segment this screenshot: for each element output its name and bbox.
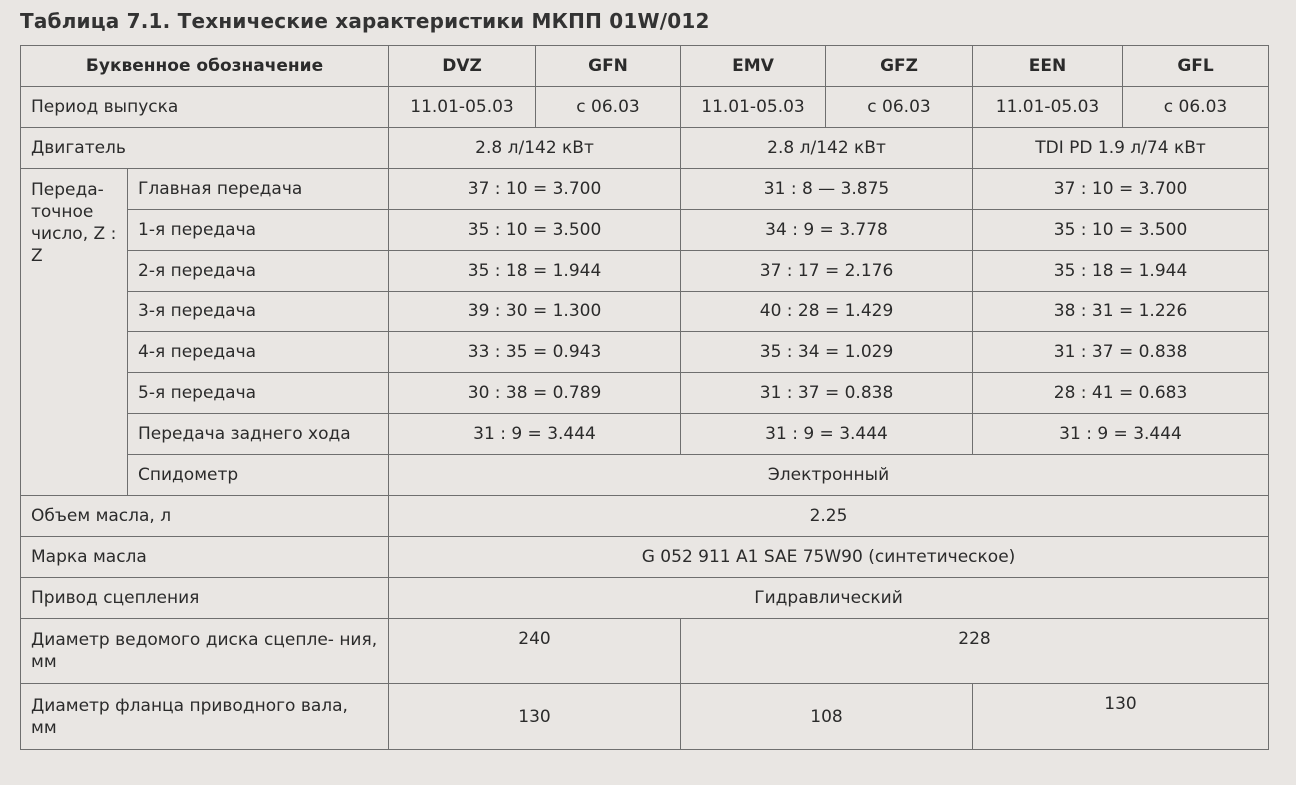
table-cell: 35 : 34 = 1.029 [681,332,973,373]
table-cell: 130 [973,684,1269,750]
code-cell: EMV [681,46,826,87]
table-cell: 108 [681,684,973,750]
row-label: 4-я передача [128,332,389,373]
row-label: 5-я передача [128,373,389,414]
table-cell: с 06.03 [826,86,973,127]
header-label: Буквенное обозначение [21,46,389,87]
table-title: Таблица 7.1. Технические характеристики МКПП 01W/012 [20,9,710,33]
table-cell: 240 [389,618,681,683]
row-label: Период выпуска [21,86,389,127]
table-cell: 33 : 35 = 0.943 [389,332,681,373]
row-label: 1-я передача [128,209,389,250]
code-cell: GFZ [826,46,973,87]
table-cell: 11.01-05.03 [973,86,1123,127]
table-cell: TDI PD 1.9 л/74 кВт [973,127,1269,168]
table-row [21,455,1269,496]
table-cell: 30 : 38 = 0.789 [389,373,681,414]
table-row [21,373,1269,414]
table-cell: 28 : 41 = 0.683 [973,373,1269,414]
gear-group-label: Переда- точное число, Z : Z [21,168,128,495]
table-cell: 31 : 9 = 3.444 [681,414,973,455]
table-cell: 2.25 [389,496,1269,537]
table-row [21,684,1269,750]
table-row [21,168,1269,209]
table-cell: 38 : 31 = 1.226 [973,291,1269,332]
table-row [21,86,1269,127]
table-cell: 39 : 30 = 1.300 [389,291,681,332]
table-cell: 35 : 10 = 3.500 [973,209,1269,250]
table-row [21,209,1269,250]
row-label: Передача заднего хода [128,414,389,455]
table-row [21,127,1269,168]
table-cell: 35 : 18 = 1.944 [389,250,681,291]
row-label: Спидометр [128,455,389,496]
table-cell: 31 : 37 = 0.838 [973,332,1269,373]
code-cell: GFL [1123,46,1269,87]
code-cell: EEN [973,46,1123,87]
table-cell: 31 : 9 = 3.444 [973,414,1269,455]
table-cell: 35 : 18 = 1.944 [973,250,1269,291]
table-row [21,618,1269,683]
table-row [21,496,1269,537]
table-cell: с 06.03 [1123,86,1269,127]
table-cell: 31 : 9 = 3.444 [389,414,681,455]
table-row [21,250,1269,291]
table-row [21,332,1269,373]
table-cell: 2.8 л/142 кВт [681,127,973,168]
table-cell: 37 : 17 = 2.176 [681,250,973,291]
table-cell: 34 : 9 = 3.778 [681,209,973,250]
table-row [21,291,1269,332]
table-cell: Электронный [389,455,1269,496]
row-label: Главная передача [128,168,389,209]
table-row [21,414,1269,455]
table-cell: 11.01-05.03 [389,86,536,127]
row-label: Двигатель [21,127,389,168]
table-cell: 40 : 28 = 1.429 [681,291,973,332]
table-row [21,537,1269,578]
table-cell: 31 : 8 — 3.875 [681,168,973,209]
row-label: 2-я передача [128,250,389,291]
table-cell: с 06.03 [536,86,681,127]
header-row [21,46,1269,87]
table-cell: 37 : 10 = 3.700 [973,168,1269,209]
row-label: Марка масла [21,537,389,578]
table-cell: 2.8 л/142 кВт [389,127,681,168]
table-cell: 11.01-05.03 [681,86,826,127]
table-cell: 228 [681,618,1269,683]
table-cell: 31 : 37 = 0.838 [681,373,973,414]
row-label: Привод сцепления [21,577,389,618]
row-label: Диаметр ведомого диска сцепле- ния, мм [21,618,389,683]
table-cell: 37 : 10 = 3.700 [389,168,681,209]
code-cell: GFN [536,46,681,87]
row-label: Диаметр фланца приводного вала, мм [21,684,389,750]
table-cell: 35 : 10 = 3.500 [389,209,681,250]
row-label: 3-я передача [128,291,389,332]
table-cell: 130 [389,684,681,750]
table-row [21,577,1269,618]
table-cell: Гидравлический [389,577,1269,618]
table-cell: G 052 911 A1 SAE 75W90 (синтетическое) [389,537,1269,578]
spec-table [20,45,1269,750]
code-cell: DVZ [389,46,536,87]
row-label: Объем масла, л [21,496,389,537]
